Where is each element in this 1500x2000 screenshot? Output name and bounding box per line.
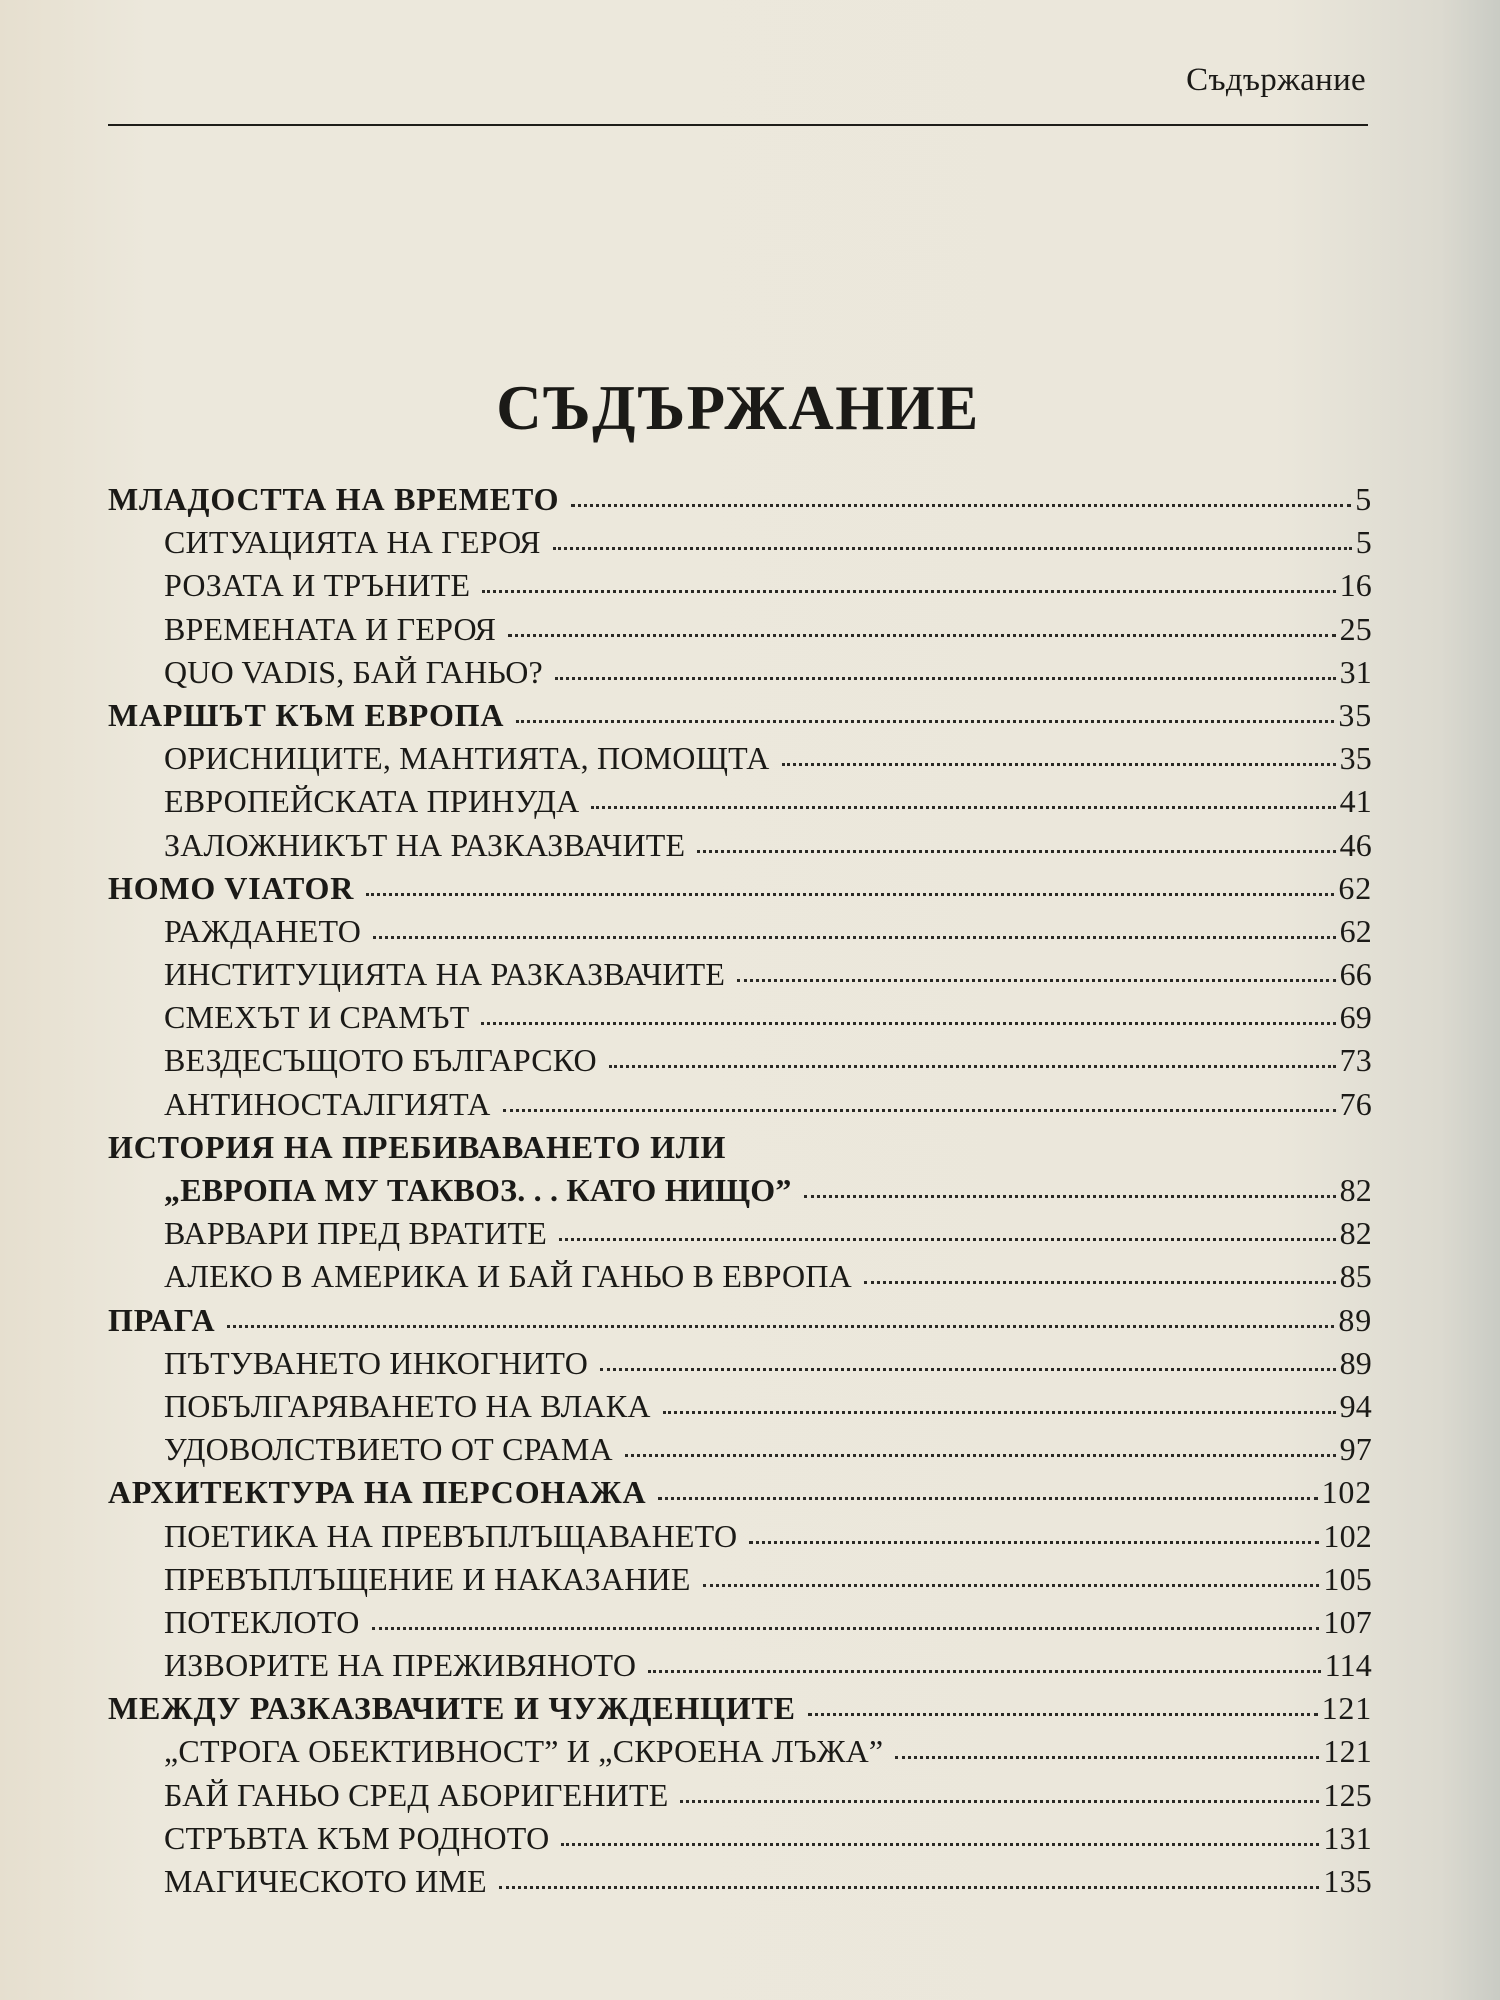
toc-page-number: 5 (1355, 481, 1372, 517)
toc-page-number: 82 (1339, 1215, 1372, 1252)
dot-leader (499, 1886, 1320, 1889)
toc-section-entry (108, 737, 1372, 780)
dot-leader (895, 1756, 1319, 1759)
toc-section-entry (108, 953, 1372, 996)
toc-page-number: 73 (1339, 1042, 1372, 1079)
toc-section-entry (108, 651, 1372, 694)
toc-page-number: 121 (1323, 1733, 1372, 1770)
toc-page-number: 102 (1321, 1474, 1372, 1511)
toc-section-entry (108, 996, 1372, 1039)
toc-section-entry (108, 564, 1372, 607)
dot-leader (571, 504, 1351, 507)
dot-leader (503, 1109, 1336, 1112)
dot-leader (555, 677, 1336, 680)
toc-entry-title: ПОЕТИКА НА ПРЕВЪПЛЪЩАВАНЕТО (164, 1517, 738, 1554)
toc-entry-title: ИЗВОРИТЕ НА ПРЕЖИВЯНОТО (164, 1647, 637, 1684)
toc-entry-title: ЕВРОПЕЙСКАТА ПРИНУДА (164, 783, 580, 820)
dot-leader (516, 720, 1334, 723)
toc-section-entry (108, 910, 1372, 953)
toc-page-number: 66 (1339, 956, 1372, 993)
toc-section-entry (108, 1255, 1372, 1298)
toc-section-entry (108, 1860, 1372, 1903)
dot-leader (737, 979, 1335, 982)
toc-entry-title: СИТУАЦИЯТА НА ГЕРОЯ (164, 524, 541, 561)
toc-page-number: 35 (1338, 696, 1372, 733)
dot-leader (561, 1843, 1319, 1846)
toc-section-entry (108, 521, 1372, 564)
toc-page-number: 102 (1323, 1517, 1372, 1554)
toc-page-number: 89 (1338, 1301, 1372, 1338)
toc-page-number: 82 (1339, 1172, 1372, 1208)
toc-entry-title: МЛАДОСТТА НА ВРЕМЕТО (108, 481, 560, 517)
toc-entry-title: ВРЕМЕНАТА И ГЕРОЯ (164, 610, 497, 647)
toc-section-entry (108, 1428, 1372, 1471)
toc-entry-title: МАРШЪТ КЪМ ЕВРОПА (108, 696, 505, 733)
toc-section-entry (108, 824, 1372, 867)
toc-page-number: 107 (1323, 1603, 1372, 1640)
toc-section-entry (108, 1730, 1372, 1773)
toc-chapter-entry (108, 1471, 1372, 1514)
dot-leader (591, 806, 1335, 809)
dot-leader (808, 1713, 1318, 1716)
dot-leader (782, 763, 1336, 766)
toc-entry-title: БАЙ ГАНЬО СРЕД АБОРИГЕНИТЕ (164, 1776, 669, 1813)
toc-entry-title: УДОВОЛСТВИЕТО ОТ СРАМА (164, 1431, 613, 1468)
toc-page-number: 85 (1339, 1258, 1372, 1295)
header-rule (108, 124, 1368, 126)
toc-section-entry (108, 1385, 1372, 1428)
toc-entry-title: ИСТОРИЯ НА ПРЕБИВАВАНЕТО ИЛИ (108, 1128, 727, 1165)
toc-entry-title: МАГИЧЕСКОТО ИМЕ (164, 1863, 487, 1899)
dot-leader (609, 1065, 1336, 1068)
toc-entry-title: АРХИТЕКТУРА НА ПЕРСОНАЖА (108, 1474, 647, 1511)
dot-leader (508, 634, 1336, 637)
toc-entry-title: ЗАЛОЖНИКЪТ НА РАЗКАЗВАЧИТЕ (164, 826, 686, 863)
toc-page-number: 35 (1339, 740, 1372, 777)
dot-leader (658, 1497, 1317, 1500)
toc-page-number: 131 (1323, 1819, 1372, 1856)
toc-entry-title: РАЖДАНЕТО (164, 912, 362, 949)
toc-page-number: 62 (1339, 912, 1372, 949)
toc-page-number: 121 (1321, 1690, 1372, 1727)
dot-leader (559, 1238, 1336, 1241)
toc-chapter-entry (108, 1687, 1372, 1730)
toc-entry-title: СТРЪВТА КЪМ РОДНОТО (164, 1819, 550, 1856)
dot-leader (482, 590, 1335, 593)
toc-page-number: 62 (1338, 869, 1372, 906)
dot-leader (648, 1670, 1320, 1673)
toc-entry-title: ПЪТУВАНЕТО ИНКОГНИТО (164, 1344, 589, 1381)
toc-entry-title: ПРЕВЪПЛЪЩЕНИЕ И НАКАЗАНИЕ (164, 1560, 691, 1597)
dot-leader (481, 1022, 1335, 1025)
toc-entry-title: МЕЖДУ РАЗКАЗВАЧИТЕ И ЧУЖДЕНЦИТЕ (108, 1690, 796, 1727)
dot-leader (373, 936, 1335, 939)
dot-leader (864, 1281, 1336, 1284)
toc-section-entry (108, 1774, 1372, 1817)
toc-entry-title: ВАРВАРИ ПРЕД ВРАТИТЕ (164, 1215, 547, 1252)
dot-leader (625, 1454, 1336, 1457)
toc-chapter-entry (108, 478, 1372, 521)
dot-leader (697, 850, 1335, 853)
toc-chapter-entry (108, 694, 1372, 737)
toc-section-entry (108, 1342, 1372, 1385)
toc-page-number: 105 (1323, 1560, 1372, 1597)
toc-chapter-entry (108, 1169, 1372, 1212)
toc-section-entry (108, 608, 1372, 651)
toc-page-number: 25 (1339, 610, 1372, 647)
toc-chapter-entry (108, 1126, 1372, 1169)
toc-section-entry (108, 1083, 1372, 1126)
toc-section-entry (108, 1212, 1372, 1255)
toc-entry-title: „СТРОГА ОБЕКТИВНОСТ” И „СКРОЕНА ЛЪЖА” (164, 1733, 884, 1770)
dot-leader (372, 1627, 1320, 1630)
toc-entry-title: ИНСТИТУЦИЯТА НА РАЗКАЗВАЧИТЕ (164, 956, 726, 993)
dot-leader (663, 1411, 1336, 1414)
toc-page-number: 16 (1339, 567, 1372, 604)
dot-leader (703, 1584, 1320, 1587)
toc-section-entry (108, 1644, 1372, 1687)
toc-page-number: 97 (1339, 1431, 1372, 1468)
dot-leader (227, 1325, 1334, 1328)
toc-page-number: 94 (1339, 1387, 1372, 1424)
dot-leader (804, 1195, 1336, 1198)
toc-entry-title: ВЕЗДЕСЪЩОТО БЪЛГАРСКО (164, 1042, 597, 1079)
toc-entry-title: „ЕВРОПА МУ ТАКВОЗ. . . КАТО НИЩО” (164, 1172, 792, 1208)
toc-chapter-entry (108, 867, 1372, 910)
toc-page-number: 69 (1339, 999, 1372, 1036)
dot-leader (749, 1541, 1319, 1544)
toc-section-entry (108, 1601, 1372, 1644)
toc-entry-title: ПОТЕКЛОТО (164, 1603, 360, 1640)
running-head: Съдържание (1186, 62, 1366, 98)
toc-page-number: 135 (1323, 1863, 1372, 1899)
toc-entry-title: РОЗАТА И ТРЪНИТЕ (164, 567, 471, 604)
toc-page-number: 31 (1339, 653, 1372, 690)
table-of-contents (108, 478, 1372, 1903)
toc-section-entry (108, 1817, 1372, 1860)
page-title: СЪДЪРЖАНИЕ (496, 373, 980, 443)
toc-entry-title: ОРИСНИЦИТЕ, МАНТИЯТА, ПОМОЩТА (164, 740, 770, 777)
toc-page-number: 89 (1339, 1344, 1372, 1381)
toc-section-entry (108, 1515, 1372, 1558)
toc-page-number: 125 (1323, 1776, 1372, 1813)
toc-entry-title: АЛЕКО В АМЕРИКА И БАЙ ГАНЬО В ЕВРОПА (164, 1258, 852, 1295)
toc-entry-title: СМЕХЪТ И СРАМЪТ (164, 999, 470, 1036)
toc-page-number: 76 (1339, 1085, 1372, 1122)
dot-leader (553, 547, 1352, 550)
toc-entry-title: QUO VADIS, БАЙ ГАНЬО? (164, 653, 543, 690)
toc-page-number: 5 (1355, 524, 1372, 561)
dot-leader (600, 1368, 1336, 1371)
toc-section-entry (108, 1558, 1372, 1601)
dot-leader (680, 1800, 1319, 1803)
toc-page-number: 114 (1324, 1647, 1372, 1684)
toc-section-entry (108, 780, 1372, 823)
toc-entry-title: HOMO VIATOR (108, 869, 355, 906)
toc-entry-title: ПРАГА (108, 1301, 216, 1338)
toc-page-number: 41 (1339, 783, 1372, 820)
toc-entry-title: АНТИНОСТАЛГИЯТА (164, 1085, 491, 1122)
toc-entry-title: ПОБЪЛГАРЯВАНЕТО НА ВЛАКА (164, 1387, 651, 1424)
toc-chapter-entry (108, 1299, 1372, 1342)
toc-section-entry (108, 1039, 1372, 1082)
dot-leader (366, 893, 1334, 896)
toc-page-number: 46 (1339, 826, 1372, 863)
